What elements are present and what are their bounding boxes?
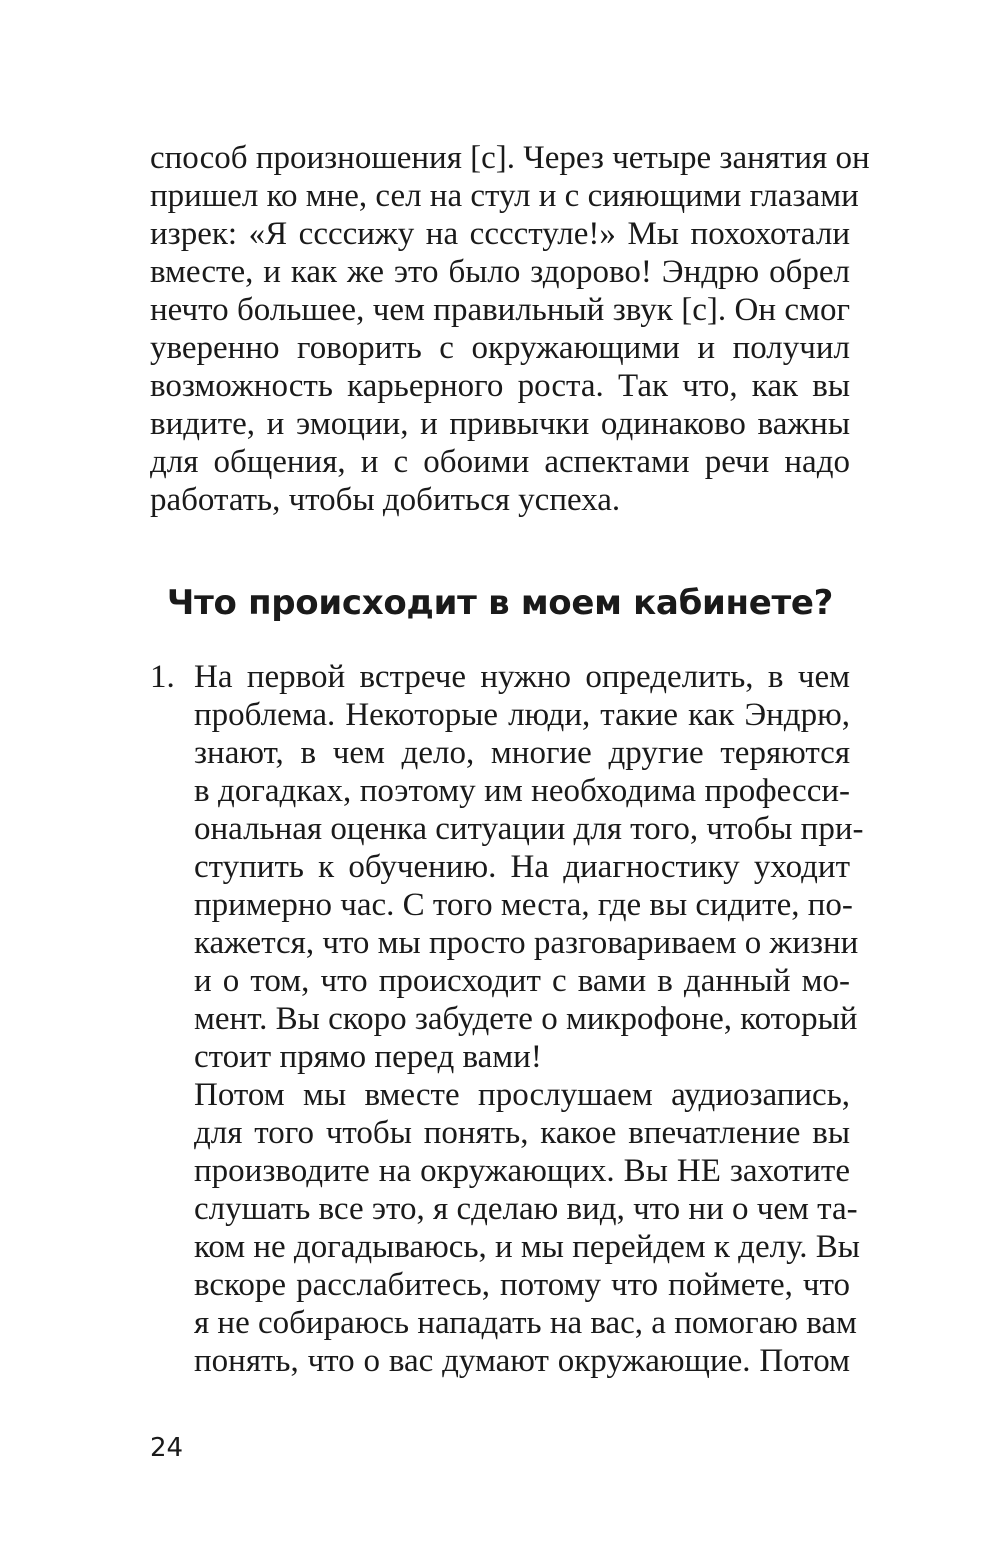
text-line: примерно час. С того места, где вы сидите, по- — [194, 887, 853, 923]
text-line: кажется, что мы просто разговариваем о жизни — [194, 925, 859, 961]
text-line: На первой встрече нужно определить, в чем — [194, 659, 850, 695]
text-line: видите, и эмоции, и привычки одинаково важны — [150, 406, 850, 442]
text-line: стоит прямо перед вами! — [194, 1039, 542, 1075]
text-line: Потом мы вместе прослушаем аудиозапись, — [194, 1077, 850, 1113]
text-line: работать, чтобы добиться успеха. — [150, 482, 621, 518]
text-line: изрек: «Я ссссижу на сссстуле!» Мы похохотали — [150, 216, 850, 252]
text-line: способ произношения [с]. Через четыре занятия он — [150, 140, 870, 176]
text-line: для общения, и с обоими аспектами речи надо — [150, 444, 850, 480]
text-line: и о том, что происходит с вами в данный мо- — [194, 963, 850, 999]
list-marker: 1. — [150, 659, 175, 695]
text-line: вскоре расслабитесь, потому что поймете, что — [194, 1267, 850, 1303]
text-line: ступить к обучению. На диагностику уходит — [194, 849, 850, 885]
page-number: 24 — [150, 1433, 184, 1463]
text-line: производите на окружающих. Вы НЕ захотите — [194, 1153, 850, 1189]
text-line: мент. Вы скоро забудете о микрофоне, который — [194, 1001, 858, 1037]
text-line: возможность карьерного роста. Так что, как вы — [150, 368, 850, 404]
text-line: я не собираюсь нападать на вас, а помогаю вам — [194, 1305, 857, 1341]
section-heading: Что происходит в моем кабинете? — [166, 583, 834, 623]
text-line: в догадках, поэтому им необходима професси- — [194, 773, 850, 809]
text-line: для того чтобы понять, какое впечатление вы — [194, 1115, 850, 1151]
text-line: пришел ко мне, сел на стул и с сияющими глазами — [150, 178, 859, 214]
text-line: вместе, и как же это было здорово! Эндрю обрел — [150, 254, 850, 290]
text-line: нечто большее, чем правильный звук [с]. Он смог — [150, 292, 850, 328]
text-line: знают, в чем дело, многие другие теряются — [194, 735, 850, 771]
text-line: ком не догадываюсь, и мы перейдем к делу. Вы — [194, 1229, 860, 1265]
text-line: понять, что о вас думают окружающие. Потом — [194, 1343, 850, 1379]
text-line: уверенно говорить с окружающими и получил — [150, 330, 850, 366]
text-line: проблема. Некоторые люди, такие как Эндрю, — [194, 697, 850, 733]
text-line: слушать все это, я сделаю вид, что ни о чем та- — [194, 1191, 858, 1227]
text-line: ональная оценка ситуации для того, чтобы при- — [194, 811, 864, 847]
